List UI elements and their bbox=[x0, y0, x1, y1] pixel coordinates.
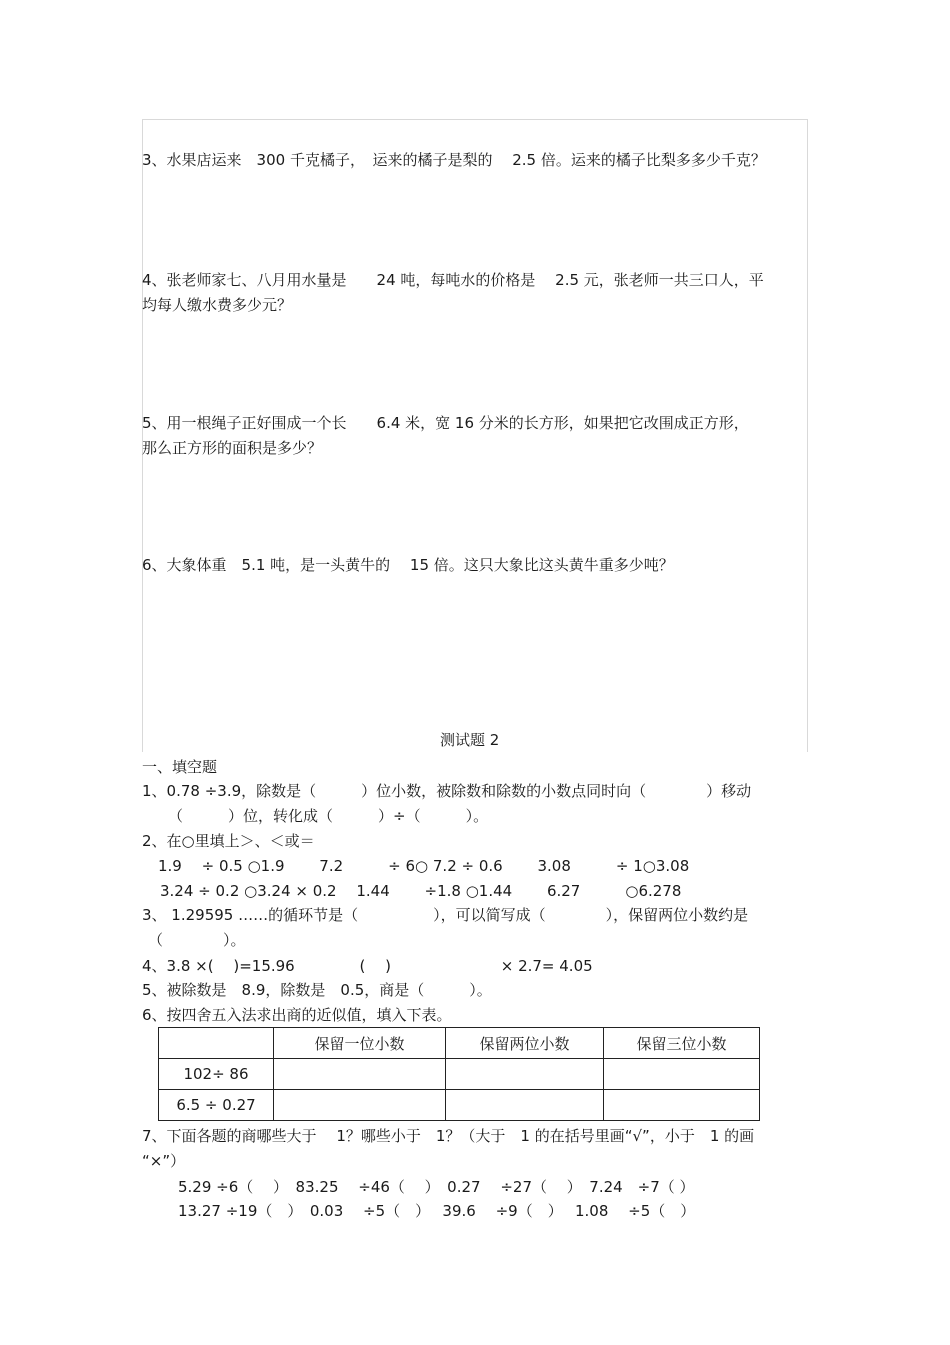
question-7-line-1: 7、下面各题的商哪些大于 1？哪些小于 1？（大于 1 的在括号里画“√”，小于 1 的画 bbox=[142, 1127, 755, 1145]
table-cell[interactable] bbox=[604, 1090, 760, 1121]
table-header-cell: 保留一位小数 bbox=[274, 1028, 446, 1059]
table-row bbox=[159, 1059, 760, 1090]
question-7-row-2: 13.27 ÷19（ ） 0.03 ÷5（ ） 39.6 ÷9（ ） 1.08 ÷5（ ） bbox=[178, 1202, 696, 1220]
problem-4-line-2: 均每人缴水费多少元？ bbox=[142, 296, 293, 314]
table-cell[interactable] bbox=[274, 1090, 446, 1121]
problem-5-line-1: 5、用一根绳子正好围成一个长 6.4 米，宽 16 分米的长方形，如果把它改围成正方形， bbox=[142, 414, 749, 432]
table-cell: 6.5 ÷ 0.27 bbox=[159, 1090, 274, 1121]
section-heading: 一、填空题 bbox=[142, 758, 218, 776]
test-title: 测试题 2 bbox=[440, 731, 500, 749]
table-header-row bbox=[159, 1028, 760, 1059]
question-4: 4、3.8 ×( )=15.96 ( ) × 2.7= 4.05 bbox=[142, 957, 593, 975]
question-1-line-2: （ ）位，转化成（ ）÷（ ）。 bbox=[168, 807, 489, 825]
table-cell[interactable] bbox=[446, 1090, 604, 1121]
question-7-line-2: “×”） bbox=[142, 1152, 186, 1170]
question-5: 5、被除数是 8.9，除数是 0.5，商是（ ）。 bbox=[142, 981, 492, 999]
table-cell[interactable] bbox=[274, 1059, 446, 1090]
question-3-line-1: 3、 1.29595 ……的循环节是（ ），可以简写成（ ），保留两位小数约是 bbox=[142, 906, 749, 924]
problem-4-line-1: 4、张老师家七、八月用水量是 24 吨，每吨水的价格是 2.5 元，张老师一共三口人，平 bbox=[142, 271, 764, 289]
table-cell[interactable] bbox=[604, 1059, 760, 1090]
table-cell: 102÷ 86 bbox=[159, 1059, 274, 1090]
problem-6: 6、大象体重 5.1 吨，是一头黄牛的 15 倍。这只大象比这头黄牛重多少吨？ bbox=[142, 556, 674, 574]
problem-5-line-2: 那么正方形的面积是多少？ bbox=[142, 439, 323, 457]
question-2-row-2: 3.24 ÷ 0.2 ○3.24 × 0.2 1.44 ÷1.8 ○1.44 6.27 ○6.278 bbox=[160, 882, 682, 900]
table-header-cell: 保留三位小数 bbox=[604, 1028, 760, 1059]
question-1-line-1: 1、0.78 ÷3.9，除数是（ ）位小数，被除数和除数的小数点同时向（ ）移动 bbox=[142, 782, 752, 800]
question-2: 2、在○里填上＞、＜或＝ bbox=[142, 832, 315, 850]
table-header-cell: 保留两位小数 bbox=[446, 1028, 604, 1059]
question-7-row-1: 5.29 ÷6（ ） 83.25 ÷46（ ） 0.27 ÷27（ ） 7.24 ÷7（ ） bbox=[178, 1178, 695, 1196]
page-frame bbox=[142, 119, 808, 752]
question-6: 6、按四舍五入法求出商的近似值，填入下表。 bbox=[142, 1006, 452, 1024]
table-cell[interactable] bbox=[446, 1059, 604, 1090]
table-header-cell bbox=[159, 1028, 274, 1059]
question-3-line-2: （ ）。 bbox=[148, 931, 246, 949]
question-2-row-1: 1.9 ÷ 0.5 ○1.9 7.2 ÷ 6○ 7.2 ÷ 0.6 3.08 ÷ 1○3.08 bbox=[158, 857, 690, 875]
problem-3: 3、水果店运来 300 千克橘子， 运来的橘子是梨的 2.5 倍。运来的橘子比梨多多少千克？ bbox=[142, 151, 766, 169]
approximation-table bbox=[158, 1027, 760, 1121]
table-row bbox=[159, 1090, 760, 1121]
